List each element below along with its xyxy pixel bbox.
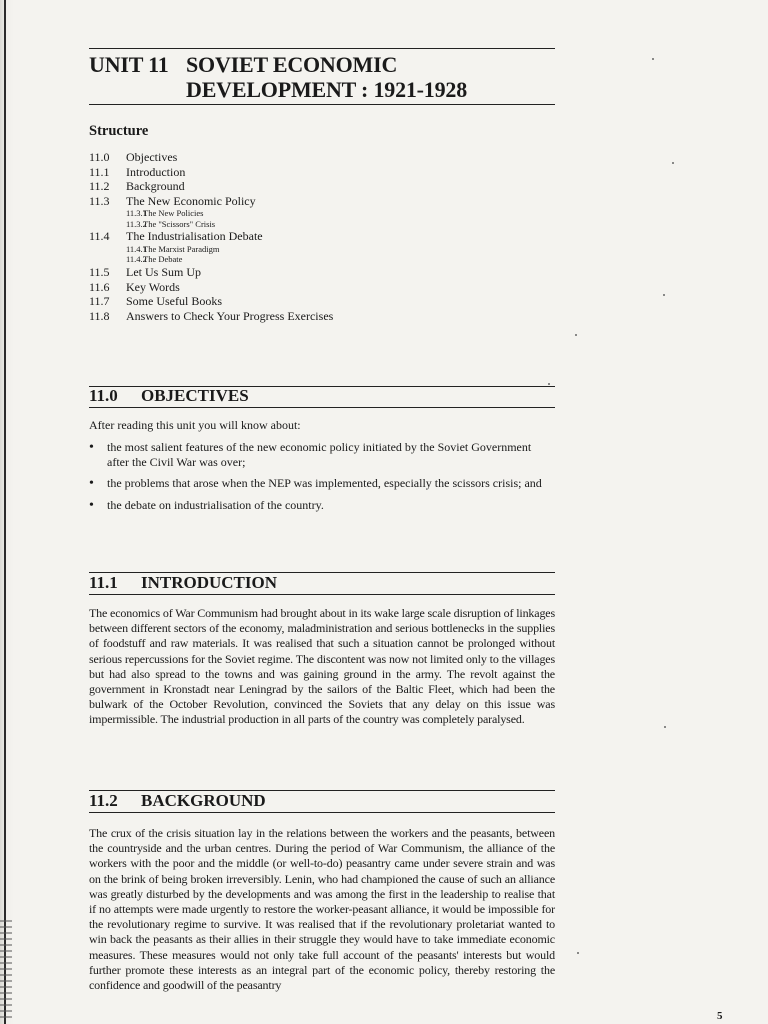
toc-label: The New Policies [143,208,204,219]
objectives-heading [89,386,249,406]
bullet-text: the most salient features of the new economic policy initiated by the Soviet Government after the Civil War was over; [107,440,532,470]
bullet-icon: • [89,497,94,513]
background-paragraph: The crux of the crisis situation lay in the relations between the workers and the peasants, between the countryside and the urban centres. During the period of War Communism, the alliance of the workers with the poor and the middle (or well-to-do) peasantry came under severe strain and was on the brink of being broken irreversibly. Lenin, who had championed the cause of such an alliance was greatly disturbed by the developments and was among the first in the leadership to realise that if no attempts were made urgently to restore the worker-peasant alliance, it would be impossible for the revolutionary regime to survive. It was realised that if the revolutionary proletariat wanted to win back the peasants as their allies in their struggle they would have to take immediate economic measures. These measures would not only take full account of the peasants' interests but would further promote these interests as an integral part of the economic policy, thereby restoring the confidence and goodwill of the peasantry [89,826,555,993]
toc-item [89,309,509,324]
toc-item [89,165,509,180]
page-binding-edge [0,0,14,1024]
objectives-bottom-rule [89,407,555,408]
toc-number: 11.5 [89,264,110,279]
section-number: 11.2 [89,791,118,810]
toc-number: 11.3.2 [126,218,147,229]
section-title: BACKGROUND [141,791,266,810]
toc-label: The Debate [143,254,183,265]
unit-title-line1: SOVIET ECONOMIC [186,52,398,77]
toc-number: 11.4.2 [126,254,147,265]
page-number: 5 [717,1010,723,1022]
toc-number: 11.1 [89,164,110,179]
toc-label: The New Economic Policy [126,193,256,208]
toc-number: 11.8 [89,308,110,323]
bullet-icon: • [89,440,94,455]
toc-subitem [89,244,509,255]
toc-subitem [89,219,509,230]
toc-item [89,294,509,309]
toc-label: Let Us Sum Up [126,264,201,279]
bullet-text: the problems that arose when the NEP was implemented, especially the scissors crisis; and [107,476,542,491]
title-top-rule [89,48,555,49]
toc-number: 11.3 [89,193,110,208]
list-item [89,498,549,513]
unit-title [89,52,569,102]
toc-number: 11.2 [89,179,110,194]
section-title: INTRODUCTION [141,573,278,592]
toc-label: Key Words [126,279,180,294]
section-number: 11.0 [89,386,118,405]
toc-item [89,179,509,194]
toc-label: Objectives [126,150,178,164]
toc-label: The Marxist Paradigm [143,243,220,254]
toc-item [89,280,509,295]
section-title: OBJECTIVES [141,386,249,405]
toc-label: Introduction [126,164,186,179]
toc-item [89,265,509,280]
introduction-paragraph: The economics of War Communism had brought about in its wake large scale disruption of linkages between different sectors of the economy, maladministration and serious bottlenecks in the supplies of foodstuff and raw materials. It was realised that such a situation cannot be prolonged without serious repercussions for the Soviet regime. The discontent was now not limited only to the villages but had also spread to the towns and was gaining ground in the army. The revolt against the government in Kronstadt near Leningrad by the sailors of the Baltic Fleet, which had been the bulwark of the October Revolution, convinced the Soviets that any delay on this issue was impermissible. The industrial production in all parts of the country was completely paralysed. [89,606,555,727]
toc-number: 11.4.1 [126,243,147,254]
toc-number: 11.3.1 [126,208,147,219]
toc-number: 11.4 [89,229,110,244]
bullet-text: the debate on industrialisation of the country. [107,497,324,512]
list-item [89,476,549,491]
introduction-heading [89,573,277,593]
structure-heading: Structure [89,123,149,139]
toc-number: 11.6 [89,279,110,294]
toc-item [89,150,509,165]
unit-title-line2: DEVELOPMENT : 1921-1928 [186,77,468,102]
toc-item [89,194,509,209]
toc-label: Background [126,179,185,194]
toc-label: Answers to Check Your Progress Exercises [126,308,334,323]
list-item [89,440,549,470]
introduction-bottom-rule [89,594,555,595]
title-bottom-rule [89,104,555,105]
section-number: 11.1 [89,573,118,592]
bullet-icon: • [89,476,94,492]
toc-label: The Industrialisation Debate [126,229,263,244]
toc-subitem [89,208,509,219]
toc-label: Some Useful Books [126,294,222,309]
toc-label: The "Scissors" Crisis [143,218,216,229]
objectives-list [89,440,549,519]
table-of-contents [89,150,509,323]
background-bottom-rule [89,812,555,813]
toc-number: 11.0 [89,150,110,164]
toc-item [89,229,509,244]
background-heading [89,791,266,811]
toc-number: 11.7 [89,294,110,309]
toc-subitem [89,254,509,265]
objectives-intro: After reading this unit you will know about: [89,418,301,432]
unit-number: UNIT 11 [89,52,169,77]
